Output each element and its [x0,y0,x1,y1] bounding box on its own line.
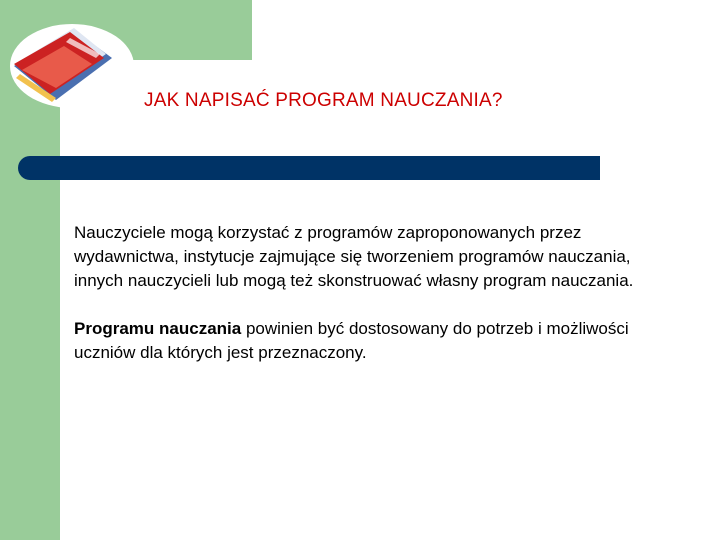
paragraph-2-bold: Programu nauczania [74,319,242,338]
title-divider-bar [18,156,600,180]
paragraph-2-text: powinien być dostosowany do potrzeb i możliwości uczniów dla których jest przeznaczony. [74,319,629,362]
paragraph-1: Nauczyciele mogą korzystać z programów zaproponowanych przez wydawnictwa, instytucje zajmujące się tworzeniem programów nauczania, innych nauczycieli lub mogą też skonstruować własny program nauczania. [74,223,634,290]
book-logo-icon [0,18,140,118]
body-text [74,221,634,389]
paragraph-2 [74,317,634,365]
slide-title: JAK NAPISAĆ PROGRAM NAUCZANIA? [144,90,503,111]
